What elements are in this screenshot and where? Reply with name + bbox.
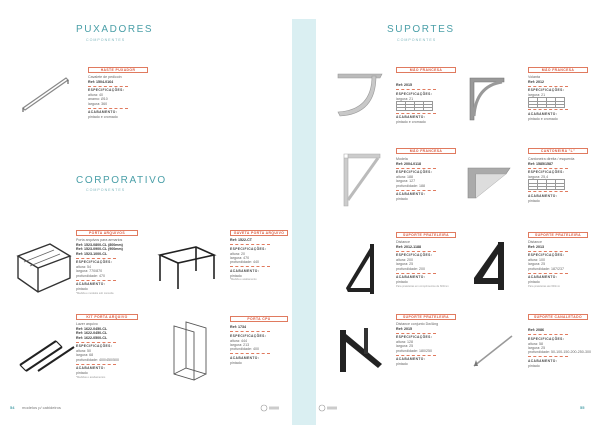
right-footer-logo — [318, 404, 338, 412]
tag-cantoneira: CANTONEIRA "L" — [528, 148, 588, 154]
mao-francesa-2-image — [468, 76, 508, 122]
suporte-prateleira-2-image — [470, 240, 510, 292]
tag-gaveta-porta-arquivo: GAVETA PORTA ARQUIVO — [230, 230, 288, 236]
left-page-number: 54 — [10, 405, 15, 410]
kit-porta-arquivo-image — [18, 335, 76, 375]
tag-kit-porta-arquivo: KIT PORTA ARQUIVO — [76, 314, 138, 320]
suporte-prateleira-2-details: Distance Ref: 2013 ESPECIFICAÇÕES: altura: 100 largura: 25 profundidade: 187/237 ACABAMENTO: pintado Para prateleiras até 600mm — [528, 240, 568, 288]
suporte-prateleira-1-image — [340, 242, 380, 298]
section-subtitle-corporativo: COMPONENTES — [86, 188, 126, 192]
mao-francesa-1-size-table — [396, 101, 433, 112]
cantoneira-details: Cantoneira direita / esquerda Ref: 1585/1587 ESPECIFICAÇÕES: largura: 25,4 ACABAMENTO: pintado — [528, 157, 575, 203]
section-title-corporativo: CORPORATIVO — [76, 175, 167, 186]
tag-mao-francesa-3: MÃO FRANCESA — [396, 148, 456, 154]
section-title-puxadores: PUXADORES — [76, 24, 154, 35]
mao-francesa-3-details: Modela Ref: 2004-0118 ESPECIFICAÇÕES: altura: 188 largura: 127 profundidade: 188 ACABAMENTO: pintado — [396, 157, 436, 202]
kit-porta-arquivo-details: Lazer arquivo Ref: 1622-0450-CL Ref: 1622-0450-CL Ref: 1622-0500-CL ESPECIFICAÇÕES: altura: 50 largura: 68 profundidade: 400/450/500 ACABAMENTO: pintado *Medidas e acabamentos — [76, 322, 119, 379]
mao-francesa-1-image — [336, 70, 384, 120]
tag-suporte-canaletado: SUPORTE CANALETADO — [528, 314, 588, 320]
tag-mao-francesa-2: MÃO FRANCESA — [528, 67, 588, 73]
suporte-canaletado-details: Ref: 2086 ESPECIFICAÇÕES: altura: 58 largura: 25 profundidade: 50-100-150-200-250-300 ACABAMENTO: pintado — [528, 328, 591, 368]
suporte-prateleira-3-details: Distance conjunto Dw/Ang Ref: 2015 ESPECIFICAÇÕES: altura: 128 largura: 25 profundidade: 180/250 ACABAMENTO: pintado — [396, 322, 439, 367]
tag-porta-arquivos: PORTA ARQUIVOS — [76, 230, 138, 236]
suporte-prateleira-1-details: Distance Ref: 2012-1188 ESPECIFICAÇÕES: altura: 200 largura: 25 profundidade: 200 ACABAMENTO: pintado Para prateleiras em comprimentos de 600mm — [396, 240, 449, 288]
left-footer-text: modelos p/ cabideiros — [22, 405, 61, 410]
section-title-suportes: SUPORTES — [387, 24, 455, 35]
mao-francesa-2-details: Volanta Ref: 2012 ESPECIFICAÇÕES: largura: 21 ACABAMENTO: pintado e cromado — [528, 75, 568, 121]
tag-mao-francesa-1: MÃO FRANCESA — [396, 67, 456, 73]
right-page-number: 55 — [580, 405, 585, 410]
tag-suporte-prateleira-2: SUPORTE PRATELEIRA — [528, 232, 588, 238]
section-subtitle-puxadores: COMPONENTES — [86, 38, 126, 42]
gaveta-porta-arquivo-image — [156, 245, 216, 291]
left-footer-logo — [260, 404, 280, 412]
tag-haste-puxador: HASTE PUXADOR — [88, 67, 148, 73]
tag-suporte-prateleira-1: SUPORTE PRATELEIRA — [396, 232, 456, 238]
porta-cpu-image — [168, 318, 212, 382]
mao-francesa-3-image — [340, 152, 382, 208]
gaveta-details: Ref: 1522-CT ESPECIFICAÇÕES: altura: 20 largura: 470 profundidade: 440 ACABAMENTO: pintado *Medida e acabamento — [230, 238, 270, 281]
porta-arquivos-image — [14, 238, 72, 300]
tag-suporte-prateleira-3: SUPORTE PRATELEIRA — [396, 314, 456, 320]
suporte-canaletado-image — [470, 330, 516, 370]
suporte-prateleira-3-image — [336, 324, 386, 374]
porta-arquivos-details: Porta arquivos para armarios Ref: 1523-0800-CL (800mm) Ref: 1523-0900-CL (900mm) Ref: 1523-1000-CL ESPECIFICAÇÕES: altura: 54 largura: 770/870 profundidade: 470 ACABAMENTO: pintado *Medida e modelos sob consulta — [76, 238, 123, 295]
mao-francesa-1-details: Ref: 2015 ESPECIFICAÇÕES: largura: 21 ACABAMENTO: pintado e cromado — [396, 83, 436, 125]
porta-cpu-details: Ref: 1734 ESPECIFICAÇÕES: altura: 444 largura: 213 profundidade: 400 ACABAMENTO: pintado — [230, 325, 270, 365]
page-spine — [292, 19, 316, 425]
section-subtitle-suportes: COMPONENTES — [397, 38, 437, 42]
haste-puxador-details: Cavalete de pedicoin Ref: 1504-0164 ESPECIFICAÇÕES: altura: 40 anamo: Ø10 largura: 360 ACABAMENTO: pintado e cromado — [88, 75, 128, 120]
haste-puxador-image — [22, 74, 72, 114]
cantoneira-size-table — [528, 179, 565, 190]
cantoneira-image — [466, 164, 512, 200]
tag-porta-cpu: PORTA CPU — [230, 316, 288, 322]
mao-francesa-2-size-table — [528, 97, 565, 108]
